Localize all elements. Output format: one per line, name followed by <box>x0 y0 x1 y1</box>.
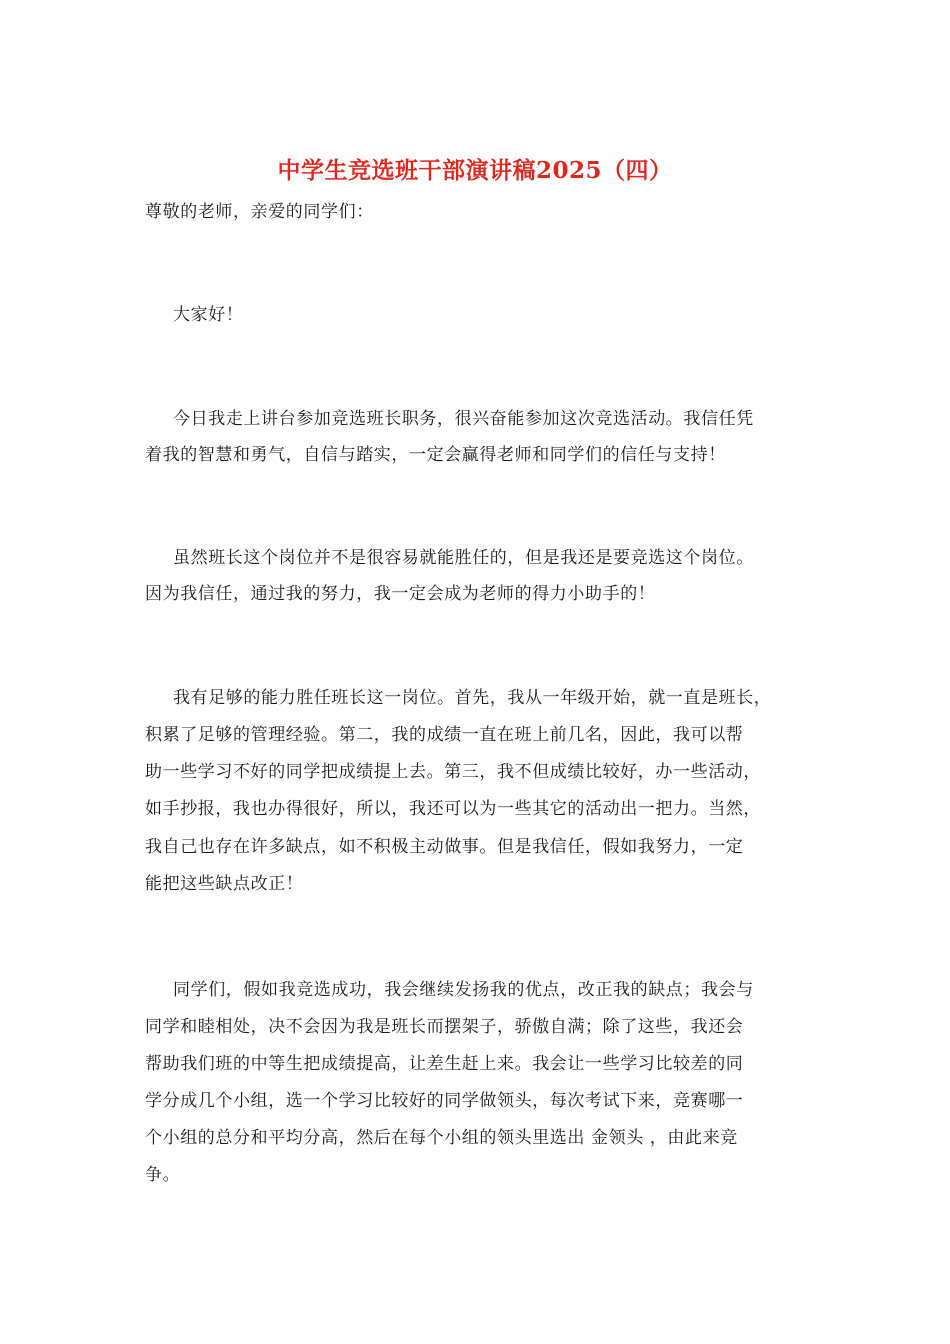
greeting: 大家好！ <box>173 305 244 325</box>
paragraph-line: 如手抄报，我也办得很好，所以，我还可以为一些其它的活动出一把力。当然， <box>145 799 761 819</box>
document-title: 中学生竞选班干部演讲稿2025（四） <box>277 157 673 184</box>
paragraph-line: 今日我走上讲台参加竞选班长职务，很兴奋能参加这次竞选活动。我信任凭 <box>173 409 754 429</box>
paragraph-line: 虽然班长这个岗位并不是很容易就能胜任的，但是我还是要竞选这个岗位。 <box>173 548 754 568</box>
paragraph-line: 我有足够的能力胜任班长这一岗位。首先，我从一年级开始，就一直是班长， <box>173 688 772 708</box>
paragraph-line: 因为我信任，通过我的努力，我一定会成为老师的得力小助手的！ <box>145 584 656 604</box>
paragraph-line: 着我的智慧和勇气，自信与踏实，一定会赢得老师和同学们的信任与支持！ <box>145 445 726 465</box>
paragraph-line: 同学们，假如我竞选成功，我会继续发扬我的优点，改正我的缺点；我会与 <box>173 980 754 1000</box>
paragraph-line: 学分成几个小组，选一个学习比较好的同学做领头，每次考试下来，竞赛哪一 <box>145 1091 744 1111</box>
paragraph-line: 助一些学习不好的同学把成绩提上去。第三，我不但成绩比较好，办一些活动， <box>145 762 761 782</box>
salutation: 尊敬的老师，亲爱的同学们： <box>145 202 374 222</box>
paragraph-line: 争。 <box>145 1165 181 1185</box>
paragraph-line: 能把这些缺点改正！ <box>145 874 304 894</box>
paragraph-line: 同学和睦相处，决不会因为我是班长而摆架子，骄傲自满；除了这些，我还会 <box>145 1017 744 1037</box>
paragraph-line: 积累了足够的管理经验。第二，我的成绩一直在班上前几名，因此，我可以帮 <box>145 725 744 745</box>
paragraph-line: 我自己也存在许多缺点，如不积极主动做事。但是我信任，假如我努力，一定 <box>145 837 744 857</box>
paragraph-line: 个小组的总分和平均分高，然后在每个小组的领头里选出 金领头 ，由此来竞 <box>145 1128 738 1148</box>
paragraph-line: 帮助我们班的中等生把成绩提高，让差生赶上来。我会让一些学习比较差的同 <box>145 1054 744 1074</box>
